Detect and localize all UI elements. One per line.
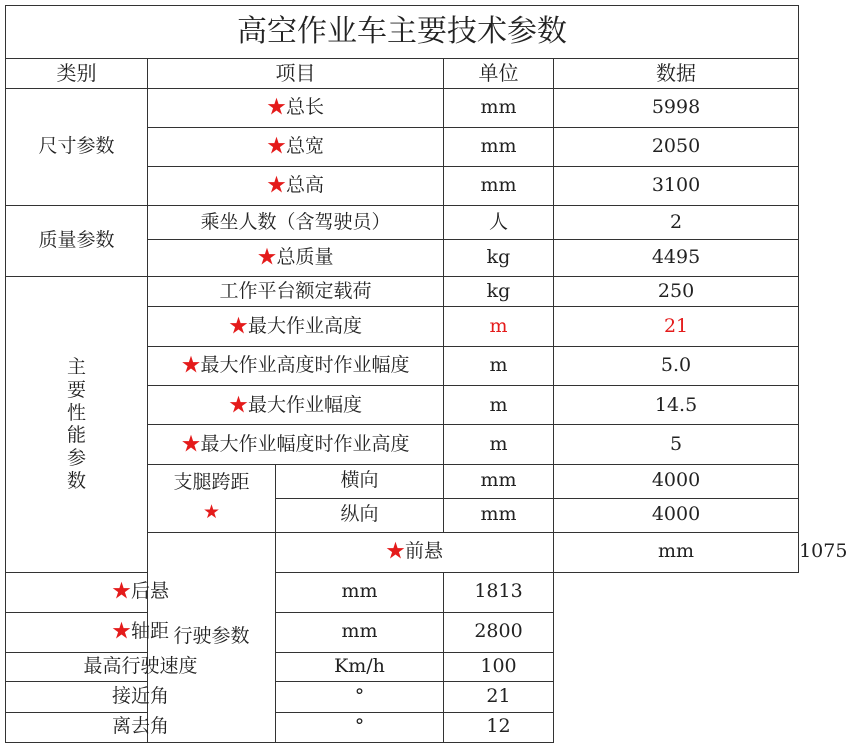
value-cell: 4000 — [554, 498, 799, 532]
value-cell: 2800 — [444, 612, 554, 652]
value-cell: 100 — [444, 652, 554, 681]
value-cell: 4000 — [554, 464, 799, 498]
star-icon: ★ — [228, 314, 248, 337]
unit-cell: mm — [276, 572, 444, 612]
table-title: 高空作业车主要技术参数 — [6, 6, 799, 59]
unit-cell: mm — [554, 532, 799, 572]
unit-cell: ° — [276, 712, 444, 742]
outrigger-label: 支腿跨距 — [173, 471, 250, 494]
value-cell: 2 — [554, 206, 799, 240]
table-row — [6, 206, 799, 240]
header-unit: 单位 — [444, 59, 554, 89]
table-row — [6, 277, 799, 307]
unit-cell: Km/h — [276, 652, 444, 681]
unit-cell: m — [444, 347, 554, 386]
value-cell: 5 — [554, 425, 799, 464]
unit-cell: kg — [444, 277, 554, 307]
value-cell: 14.5 — [554, 386, 799, 425]
star-icon: ★ — [385, 540, 405, 563]
star-icon: ★ — [266, 174, 286, 197]
value-cell: 21 — [554, 307, 799, 347]
value-cell: 21 — [444, 681, 554, 712]
unit-cell: kg — [444, 240, 554, 277]
table-row — [6, 572, 799, 612]
star-icon: ★ — [228, 393, 248, 416]
item-cell: ★总长 — [148, 89, 444, 128]
item-cell: ★最大作业幅度时作业高度 — [148, 425, 444, 464]
value-cell: 250 — [554, 277, 799, 307]
header-category: 类别 — [6, 59, 148, 89]
item-cell: ★最大作业幅度 — [148, 386, 444, 425]
unit-cell: mm — [444, 167, 554, 206]
category-mass: 质量参数 — [6, 206, 148, 277]
table-row — [6, 612, 799, 652]
unit-cell: mm — [444, 128, 554, 167]
star-icon: ★ — [257, 246, 277, 269]
item-cell: 乘坐人数（含驾驶员） — [148, 206, 444, 240]
item-cell: ★后悬 — [6, 572, 276, 612]
unit-cell: m — [444, 386, 554, 425]
item-cell: ★总高 — [148, 167, 444, 206]
star-icon: ★ — [181, 432, 201, 455]
category-performance: 主要性能参数 — [6, 277, 148, 572]
value-cell: 12 — [444, 712, 554, 742]
table-row — [6, 681, 799, 712]
category-driving: 行驶参数 — [148, 532, 276, 742]
item-cell: ★总质量 — [148, 240, 444, 277]
unit-cell: mm — [276, 612, 444, 652]
item-cell: ★轴距 — [6, 612, 276, 652]
unit-cell: ° — [276, 681, 444, 712]
header-item: 项目 — [148, 59, 444, 89]
item-cell: 离去角 — [6, 712, 276, 742]
item-cell: 横向 — [276, 464, 444, 498]
star-icon: ★ — [202, 501, 221, 524]
table-row — [6, 89, 799, 128]
table-row — [6, 652, 799, 681]
unit-cell: mm — [444, 464, 554, 498]
item-cell: 接近角 — [6, 681, 276, 712]
table-row — [6, 712, 799, 742]
header-data: 数据 — [554, 59, 799, 89]
table-row: 行驶参数 ★前悬 mm 1075 — [6, 532, 799, 572]
star-icon: ★ — [181, 354, 201, 377]
value-cell: 4495 — [554, 240, 799, 277]
item-cell: 工作平台额定载荷 — [148, 277, 444, 307]
value-cell: 1813 — [444, 572, 554, 612]
star-icon: ★ — [266, 135, 286, 158]
title-row — [6, 6, 799, 59]
star-icon: ★ — [111, 580, 131, 603]
value-cell: 5.0 — [554, 347, 799, 386]
item-cell: 最高行驶速度 — [6, 652, 276, 681]
unit-cell: mm — [444, 89, 554, 128]
value-cell: 5998 — [554, 89, 799, 128]
star-icon: ★ — [111, 620, 131, 643]
item-cell: ★总宽 — [148, 128, 444, 167]
item-cell: ★最大作业高度 — [148, 307, 444, 347]
unit-cell: m — [444, 307, 554, 347]
spec-table — [5, 5, 847, 743]
item-cell: 纵向 — [276, 498, 444, 532]
outrigger-cell — [148, 464, 276, 532]
item-cell: ★前悬 — [276, 532, 554, 572]
unit-cell: mm — [444, 498, 554, 532]
unit-cell: 人 — [444, 206, 554, 240]
value-cell: 2050 — [554, 128, 799, 167]
unit-cell: m — [444, 425, 554, 464]
header-row — [6, 59, 799, 89]
item-cell: ★最大作业高度时作业幅度 — [148, 347, 444, 386]
value-cell: 3100 — [554, 167, 799, 206]
star-icon: ★ — [266, 96, 286, 119]
category-size: 尺寸参数 — [6, 89, 148, 206]
